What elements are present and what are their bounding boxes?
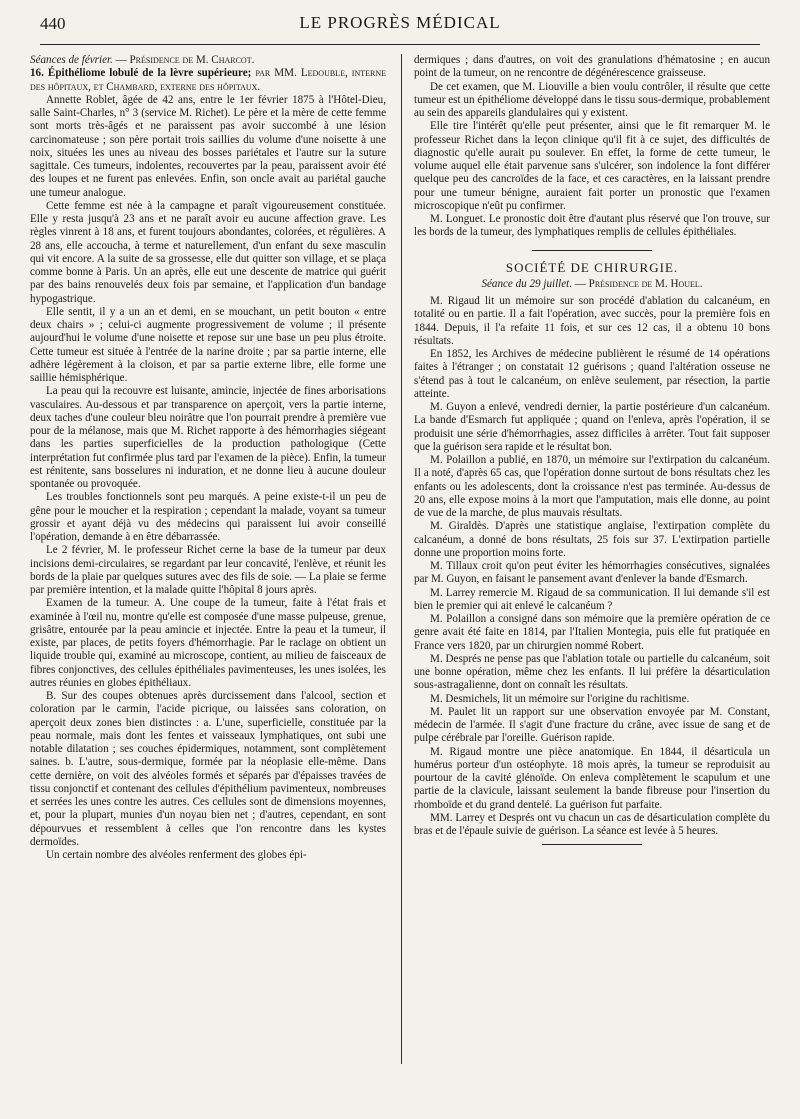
session-heading: Séances de février. — Présidence de M. Charcot. — [30, 54, 255, 66]
paragraph: B. Sur des coupes obtenues après durcissement dans l'alcool, section et coloration par le carmin, l'acide picrique, ou laissées sans coloration, on aperçoit deux zones bien distinctes : a. L'une, superficielle, constituée par la peau normale, mais dont les fentes et vaisseaux lymphatiques, ont subi une notable dilatation ; ses couches épidermiques, notamment, sont complètement saines. b. L'autre, sous-dermique, formée par la néoplasie elle-même. Dans cette dernière, on voit des alvéoles formés et séparés par d'épaisses travées de tissu conjonctif et contenant des cellules d'épithélium pavimenteux, nombreuses et serrées les unes contre les autres. Ces cellules sont de dimensions moyennes, et, pour la plupart, munies d'un noyau bien net ; d'autres, cependant, en sont dépourvues et ressemblent à celles que l'on rencontre dans les kystes dermoïdes. — [30, 690, 386, 848]
paragraph: Les troubles fonctionnels sont peu marqués. A peine existe-t-il un peu de gêne pour le moucher et la respiration ; cependant la malade, voyant sa tumeur grossir et ayant déjà vu des médecins qui paraissent lui avoir conseillé l'opération, demande à en être débarrassée. — [30, 491, 386, 543]
paragraph: Cette femme est née à la campagne et paraît vigoureusement constituée. Elle y resta jusqu'à 23 ans et ne paraît avoir eu aucune affection grave. Les règles vinrent à 18 ans, et furent toujours abondantes, colorées, et régulières. A 28 ans, elle accoucha, à terme et naturellement, d'un enfant du sexe masculin qui vit encore. A la suite de sa grossesse, elle dut quitter son village, et se plaça comme bonne à Paris. Un an après, elle eut une descente de matrice qui guérit par des bains renouvelés deux fois par semaine, et l'application d'un bandage hypogastrique. — [30, 199, 386, 305]
column-divider — [401, 54, 402, 1064]
page-number: 440 — [40, 14, 66, 33]
paragraph: dermiques ; dans d'autres, on voit des granulations d'hématosine ; en aucun point de la tumeur, on ne rencontre de dégénérescence graisseuse. — [414, 54, 770, 80]
paragraph: La peau qui la recouvre est luisante, amincie, injectée de fines arborisations vasculaires. Au-dessous et par transparence on aperçoit, vers la partie interne, deux taches d'une couleur bleu noirâtre que l'on pourrait prendre à première vue pour de la mélanose, mais que M. Richet rapporte à des hémorrhagies siégeant dans les parties superficielles de la production pathologique (Cette interprétation fut confirmée plus tard par l'examen de la pièce). Enfin, la tumeur est rénitente, sans bosselures ni induration, et ne donne lieu à aucune douleur spontanée ou provoquée. — [30, 385, 386, 490]
session-heading: Séance du 29 juillet. — Présidence de M. Houel. — [481, 277, 703, 290]
paragraph: Elle sentit, il y a un an et demi, en se mouchant, un petit bouton « entre deux chairs » ; celui-ci augmente progressivement de volume ; il présente aujourd'hui le volume d'une noisette et repose sur une base un peu plus étroite. Cette tumeur est située à l'entrée de la narine droite ; par sa partie interne, elle adhère légèrement à la cloison, et par sa partie externe libre, elle forme une saillie hémisphérique. — [30, 305, 386, 384]
paragraph: M. Larrey remercie M. Rigaud de sa communication. Il lui demande s'il est bien le premier qui ait enlevé le calcanéum ? — [414, 586, 770, 612]
paragraph: M. Polaillon a publié, en 1870, un mémoire sur l'extirpation du calcanéum. Il a noté, d'après 65 cas, que l'opération donne surtout de bons résultats chez les enfants ou les adolescents, dont la croissance n'est pas terminée. Au-dessus de 20 ans, elle expose moins à la mort que l'amputation, mais elle donne, au point de vue de la marche, de plus mauvais résultats. — [414, 454, 770, 519]
paragraph: MM. Larrey et Després ont vu chacun un cas de désarticulation complète du bras et de l'épaule suivie de guérison. La séance est levée à 5 heures. — [414, 811, 770, 837]
session-presidency: Présidence de M. Charcot. — [129, 54, 255, 66]
case-number: 16. — [30, 67, 44, 80]
paragraph: De cet examen, que M. Liouville a bien voulu contrôler, il résulte que cette tumeur est un épithéliome développé dans le tissu sous-dermique, probablement au sein des appareils glandulaires qui y existent. — [414, 80, 770, 119]
paragraph: M. Tillaux croit qu'on peut éviter les hémorrhagies consécutives, signalées par M. Guyon, en faisant le pansement avant d'enlever la bande d'Esmarch. — [414, 560, 770, 586]
session-presidency: Présidence de M. Houel. — [588, 277, 703, 290]
case-heading — [30, 67, 386, 94]
journal-title: LE PROGRÈS MÉDICAL — [299, 13, 501, 32]
paragraph: M. Polaillon a consigné dans son mémoire que la première opération de ce genre avait été faite en 1814, par l'Italien Montegia, puis elle fut pratiquée en France vers 1820, par un chirurgien nommé Robert. — [414, 613, 770, 652]
paragraph: M. Rigaud montre une pièce anatomique. En 1844, il désarticula un humérus porteur d'un ostéophyte. 18 mois après, la tumeur se reproduisit au pourtour de la cavité glénoïde. On enleva complètement le scapulum et une partie de la clavicule, laissant seulement la bande fibreuse pour l'insertion du rhomboïde et du grand dentelé. La guérison fut parfaite. — [414, 745, 770, 811]
end-rule — [542, 844, 642, 845]
page-header — [40, 10, 760, 45]
section-rule — [532, 250, 652, 251]
case-authors: par MM. Ledouble, interne des hôpitaux, et Chambard, externe des hôpitaux. — [30, 67, 386, 93]
paragraph: M. Longuet. Le pronostic doit être d'autant plus réservé que l'on trouve, sur les bords de la tumeur, des lymphatiques remplis de cellules épithéliales. — [414, 213, 770, 239]
paragraph: M. Rigaud lit un mémoire sur son procédé d'ablation du calcanéum, en totalité ou en partie. Il a fait l'opération, avec succès, pour la première fois en 1844. Depuis, il l'a refaite 11 fois, et sur ces 12 cas, il a obtenu 10 bons résultats. — [414, 295, 770, 347]
paragraph: M. Guyon a enlevé, vendredi dernier, la partie postérieure d'un calcanéum. La bande d'Esmarch fut appliquée ; quand on l'enleva, après l'opération, il se produisit une série d'hémorrhagies, assez difficiles à arrêter. Tout fait supposer que la guérison sera rapide et le résultat bon. — [414, 401, 770, 453]
session-title: Séances de février. — [30, 54, 113, 66]
paragraph: M. Giraldès. D'après une statistique anglaise, l'extirpation complète du calcanéum, a donné de bons résultats, 25 fois sur 37. L'extirpation partielle donne une proportion moins forte. — [414, 520, 770, 559]
paragraph: M. Després ne pense pas que l'ablation totale ou partielle du calcanéum, soit une bonne opération, même chez les enfants. Il lui préfère la désarticulation sous-astragalienne, dont on connaît les résultats. — [414, 652, 770, 692]
society-title: SOCIÉTÉ DE CHIRURGIE. — [505, 259, 679, 275]
session-title: Séance du 29 juillet. — [481, 277, 573, 290]
paragraph: Examen de la tumeur. A. Une coupe de la tumeur, faite à l'état frais et examinée à l'œil nu, montre qu'elle est composée d'une masse pulpeuse, grenue, grisâtre, entourée par la peau amincie et injectée. Entre la peau et la tumeur, il existe, par places, de petits foyers d'hémorrhagie. Par le raclage on obtient un liquide trouble qui, examiné au microscope, contient, au milieu de faisceaux de fibres conjonctives, des cellules épithéliales pavimenteuses, les unes isolées, les autres réunies en globes épithéliaux. — [30, 597, 386, 689]
paragraph: M. Paulet lit un rapport sur une observation envoyée par M. Constant, médecin de l'armée. Il s'agit d'une fracture du crâne, avec issue de sang et de pulpe cérébrale par l'oreille. Guérison rapide. — [414, 705, 770, 745]
paragraph: Annette Roblet, âgée de 42 ans, entre le 1er février 1875 à l'Hôtel-Dieu, salle Saint-Charles, n° 3 (service M. Richet). Le père et la mère de cette femme sont morts très-âgés et ne paraissent pas avoir succombé à une lésion carcinomateuse ; son père portait trois saillies du volume d'une noisette à une noix, situées les unes au niveau des bosses pariétales et l'autre sur la suture sagittale. Ces tumeurs, indolentes, recouvertes par la peau, paraissent avoir été des loupes et ne furent pas enlevées. Enfin, son oncle avait au pariétal gauche une tumeur analogue. — [30, 93, 386, 199]
paragraph: Elle tire l'intérêt qu'elle peut présenter, ainsi que le fit remarquer M. le professeur Richet dans la leçon clinique qu'il fit à ce sujet, des difficultés de diagnostic qu'elle aurait pu soulever. En effet, la forme de cette tumeur, le volume auquel elle était parvenue sans s'ulcérer, son indolence la font différer quelque peu des cancroïdes de la face, et ces caractères, en la laissant prendre pour une tumeur bénigne, auraient fait porter un pronostic que l'examen microscopique n'eût pu confirmer. — [414, 120, 770, 212]
paragraph: Le 2 février, M. le professeur Richet cerne la base de la tumeur par deux incisions demi-circulaires, se regardant par leur concavité, l'enlève, et réunit les bords de la plaie par quelques sutures avec des fils de soie. — La plaie se ferme par première intention, et la malade quitte l'hôpital 8 jours après. — [30, 544, 386, 596]
paragraph: M. Desmichels, lit un mémoire sur l'origine du rachitisme. — [430, 692, 690, 705]
case-title: Épithéliome lobulé de la lèvre supérieure; — [47, 67, 252, 80]
left-column — [30, 54, 386, 862]
paragraph: Un certain nombre des alvéoles renferment des globes épi- — [46, 849, 307, 861]
right-column — [414, 54, 770, 845]
paragraph: En 1852, les Archives de médecine publièrent le résumé de 14 opérations faites à l'étranger ; on constatait 12 guérisons ; quand l'altération osseuse ne s'étend pas à tout le calcanéum, on enlève seulement, par résection, la partie atteinte. — [414, 348, 770, 400]
